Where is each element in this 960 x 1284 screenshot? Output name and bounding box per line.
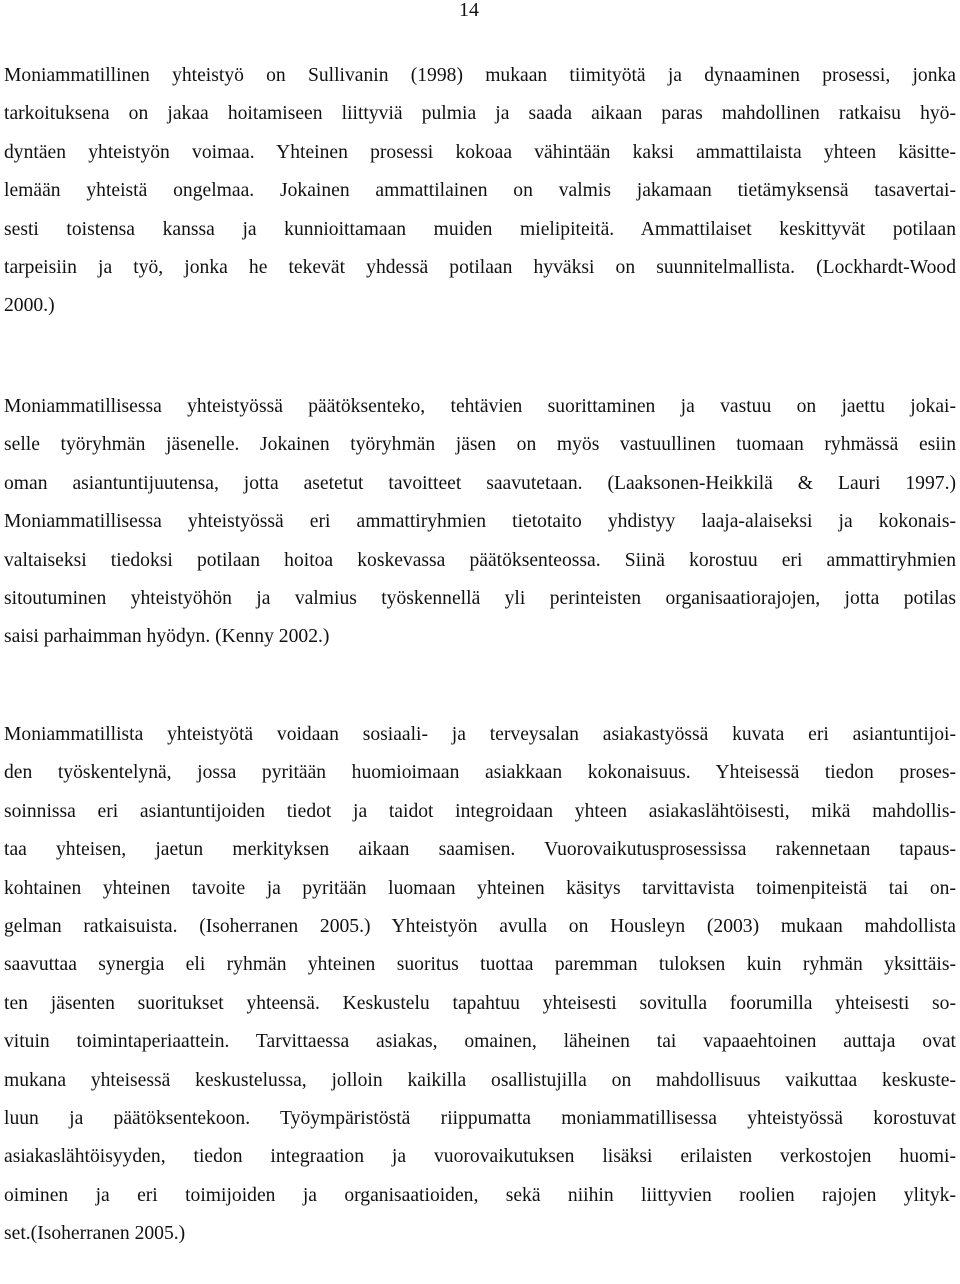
text-line: Moniammatillisessa yhteistyössä päätöksenteko, tehtävien suorittaminen ja vastuu on jaettu jokai-	[4, 396, 956, 417]
text-line: taa yhteisen, jaetun merkityksen aikaan saamisen. Vuorovaikutusprosessissa rakennetaan tapaus-	[4, 839, 956, 861]
text-line: oman asiantuntijuutensa, jotta asetetut tavoitteet saavutetaan. (Laaksonen-Heikkilä & Lauri 1997.)	[4, 472, 956, 494]
text-line: sitoutuminen yhteistyöhön ja valmius työskennellä yli perinteisten organisaatiorajojen, jotta potilas	[4, 587, 956, 609]
text-line: set.(Isoherranen 2005.)	[4, 1223, 186, 1245]
text-line: oiminen ja eri toimijoiden ja organisaatioiden, sekä niihin liittyvien roolien rajojen ylityk-	[4, 1184, 956, 1206]
paragraph-3	[4, 716, 956, 1253]
paragraph-1	[4, 57, 956, 326]
text-line: 2000.)	[4, 295, 55, 317]
text-line: selle työryhmän jäsenelle. Jokainen työryhmän jäsen on myös vastuullinen tuomaan ryhmässä esiin	[4, 434, 956, 456]
text-line: saavuttaa synergia eli ryhmän yhteinen suoritus tuottaa paremman tuloksen kuin ryhmän yksittäis-	[4, 954, 956, 976]
text-line: tarpeisiin ja työ, jonka he tekevät yhdessä potilaan hyväksi on suunnitelmallista. (Lockhardt-Wood	[4, 256, 956, 278]
text-line: valtaiseksi tiedoksi potilaan hoitoa koskevassa päätöksenteossa. Siinä korostuu eri ammattiryhmien	[4, 549, 956, 571]
text-line: Moniammatillista yhteistyötä voidaan sosiaali- ja terveysalan asiakastyössä kuvata eri asiantuntijoi-	[4, 724, 956, 745]
text-line: mukana yhteisessä keskustelussa, jolloin kaikilla osallistujilla on mahdollisuus vaikuttaa keskuste-	[4, 1069, 956, 1091]
text-line: dyntäen yhteistyön voimaa. Yhteinen prosessi kokoaa vähintään kaksi ammattilaista yhteen käsitte-	[4, 141, 956, 163]
text-line: asiakaslähtöisyyden, tiedon integraation ja vuorovaikutuksen lisäksi erilaisten verkostojen huomi-	[4, 1146, 956, 1168]
text-line: tarkoituksena on jakaa hoitamiseen liittyviä pulmia ja saada aikaan paras mahdollinen ratkaisu hyö-	[4, 103, 956, 125]
text-line: Moniammatillisessa yhteistyössä eri ammattiryhmien tietotaito yhdistyy laaja-alaiseksi ja kokonais-	[4, 511, 956, 533]
text-line: vituin toimintaperiaattein. Tarvittaessa asiakas, omainen, läheinen tai vapaaehtoinen auttaja ovat	[4, 1031, 956, 1053]
text-line: gelman ratkaisuista. (Isoherranen 2005.) Yhteistyön avulla on Housleyn (2003) mukaan mahdollista	[4, 915, 956, 937]
paragraph-2	[4, 388, 956, 657]
text-line: den työskentelynä, jossa pyritään huomioimaan asiakkaan kokonaisuus. Yhteisessä tiedon proses-	[4, 762, 956, 784]
text-line: saisi parhaimman hyödyn. (Kenny 2002.)	[4, 626, 330, 648]
page-number: 14	[459, 0, 479, 21]
text-line: Moniammatillinen yhteistyö on Sullivanin (1998) mukaan tiimityötä ja dynaaminen prosessi, jonka	[4, 65, 956, 86]
text-line: ten jäsenten suoritukset yhteensä. Keskustelu tapahtuu yhteisesti sovitulla foorumilla yhteisesti so-	[4, 992, 956, 1014]
text-line: sesti toistensa kanssa ja kunnioittamaan muiden mielipiteitä. Ammattilaiset keskittyvät potilaan	[4, 218, 956, 240]
text-line: kohtainen yhteinen tavoite ja pyritään luomaan yhteinen käsitys tarvittavista toimenpiteistä tai on-	[4, 877, 956, 899]
text-line: lemään yhteistä ongelmaa. Jokainen ammattilainen on valmis jakamaan tietämyksensä tasavertai-	[4, 180, 956, 202]
text-line: luun ja päätöksentekoon. Työympäristöstä riippumatta moniammatillisessa yhteistyössä korostuvat	[4, 1107, 956, 1129]
text-line: soinnissa eri asiantuntijoiden tiedot ja taidot integroidaan yhteen asiakaslähtöisesti, mikä mahdollis-	[4, 800, 956, 822]
